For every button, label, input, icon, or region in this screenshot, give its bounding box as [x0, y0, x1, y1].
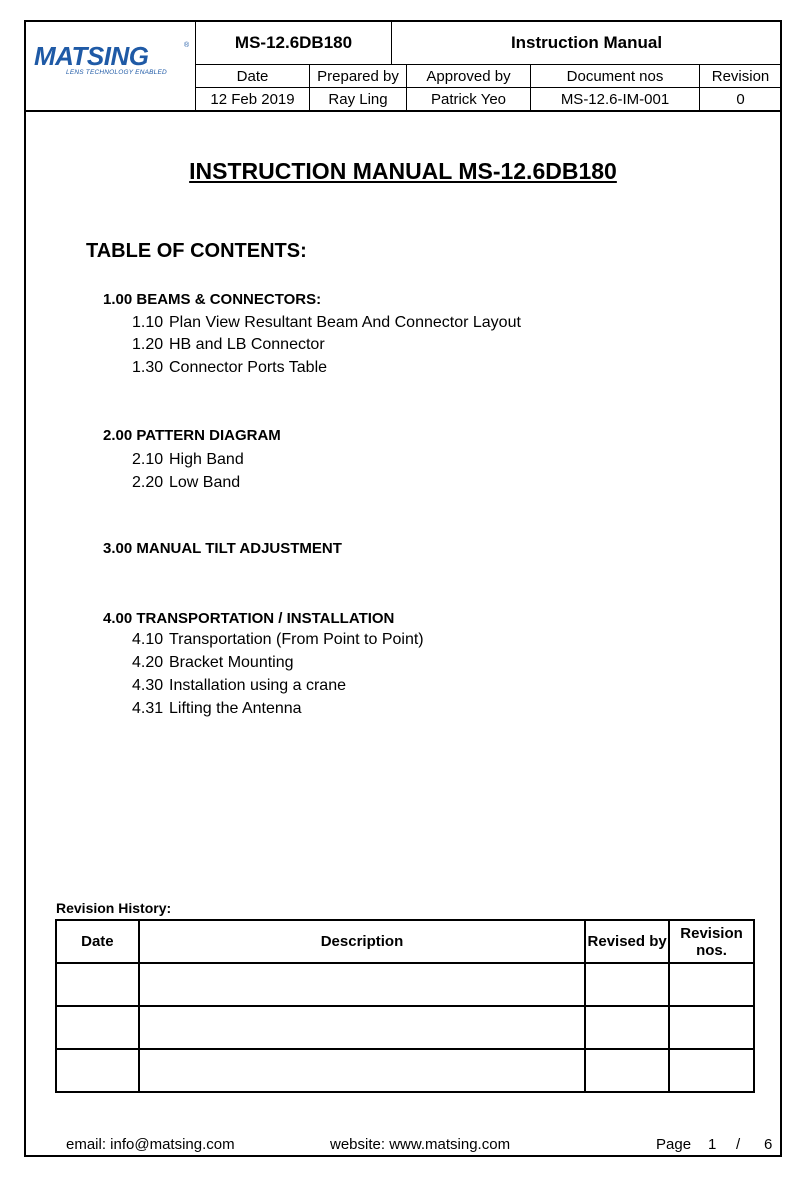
toc-section-4: 4.00 TRANSPORTATION / INSTALLATION	[103, 610, 395, 627]
table-row	[56, 963, 754, 1006]
toc-item-number: 1.30	[132, 359, 164, 376]
toc-item-4-30	[132, 677, 346, 695]
table-cell	[56, 1006, 139, 1049]
toc-section-3: 3.00 MANUAL TILT ADJUSTMENT	[103, 540, 342, 557]
toc-item-number: 1.20	[132, 336, 164, 353]
approved-by-column-label: Approved by	[426, 67, 511, 85]
footer-page-separator: /	[736, 1136, 741, 1153]
date-value: 12 Feb 2019	[210, 90, 295, 108]
revision-history-table	[55, 919, 755, 1093]
table-cell	[56, 1049, 139, 1092]
toc-item-text: Low Band	[169, 474, 241, 491]
toc-item-number: 1.10	[132, 314, 164, 331]
matsing-logo	[26, 22, 194, 110]
toc-item-text: Lifting the Antenna	[169, 700, 302, 717]
toc-item-text: HB and LB Connector	[169, 336, 325, 353]
page-footer	[26, 1136, 780, 1156]
toc-item-number: 4.30	[132, 677, 164, 694]
revision-column-label: Revision	[711, 67, 770, 85]
table-row	[56, 1006, 754, 1049]
logo-registered-mark: ®	[184, 42, 190, 49]
table-cell	[669, 1049, 754, 1092]
toc-item-number: 4.20	[132, 654, 164, 671]
rev-revision-nos-line1: Revision	[680, 924, 743, 942]
table-header-row	[56, 920, 754, 963]
table-cell	[585, 1049, 669, 1092]
logo-tagline: LENS TECHNOLOGY ENABLED	[66, 69, 167, 76]
rev-revision-nos-line2: nos.	[696, 941, 727, 959]
toc-item-2-20	[132, 474, 240, 492]
table-cell	[585, 1006, 669, 1049]
footer-page-total: 6	[764, 1136, 773, 1153]
footer-page-number: 1	[708, 1136, 717, 1153]
toc-item-1-30	[132, 359, 327, 377]
date-column-label: Date	[236, 67, 269, 85]
footer-page-label: Page	[656, 1136, 692, 1153]
page-frame	[24, 20, 782, 1157]
toc-item-text: Plan View Resultant Beam And Connector Layout	[169, 314, 521, 331]
page-title: INSTRUCTION MANUAL MS-12.6DB180	[189, 158, 617, 184]
toc-item-4-10	[132, 631, 424, 649]
toc-item-number: 2.20	[132, 474, 164, 491]
footer-website: website: www.matsing.com	[330, 1136, 511, 1153]
toc-item-1-20	[132, 336, 325, 354]
document-nos-value: MS-12.6-IM-001	[560, 90, 670, 108]
header-info-grid	[195, 22, 781, 110]
footer-email: email: info@matsing.com	[66, 1136, 235, 1153]
revision-value: 0	[736, 90, 745, 108]
document-header	[26, 22, 780, 112]
table-cell	[585, 963, 669, 1006]
toc-item-number: 4.31	[132, 700, 164, 717]
revision-history-label: Revision History:	[56, 900, 172, 916]
model-number: MS-12.6DB180	[234, 33, 353, 52]
table-cell	[669, 1006, 754, 1049]
prepared-by-column-label: Prepared by	[317, 67, 399, 85]
toc-item-1-10	[132, 314, 521, 332]
logo-wordmark: MATSING	[34, 41, 149, 71]
table-cell	[139, 963, 585, 1006]
document-nos-column-label: Document nos	[566, 67, 664, 85]
toc-section-2: 2.00 PATTERN DIAGRAM	[103, 427, 281, 444]
toc-item-4-31	[132, 700, 302, 718]
toc-section-1: 1.00 BEAMS & CONNECTORS:	[103, 291, 322, 308]
approved-by-value: Patrick Yeo	[430, 90, 507, 108]
prepared-by-value: Ray Ling	[328, 90, 388, 108]
toc-item-text: Connector Ports Table	[169, 359, 328, 376]
toc-item-number: 2.10	[132, 451, 164, 468]
rev-revised-by-header: Revised by	[585, 920, 669, 963]
table-cell	[139, 1049, 585, 1092]
toc-item-number: 4.10	[132, 631, 164, 648]
table-cell	[139, 1006, 585, 1049]
toc-item-text: Transportation (From Point to Point)	[169, 631, 424, 648]
toc-item-4-20	[132, 654, 294, 672]
rev-revision-nos-header	[669, 920, 754, 963]
toc-item-text: High Band	[169, 451, 244, 468]
toc-item-2-10	[132, 451, 244, 469]
table-row	[56, 1049, 754, 1092]
rev-description-header: Description	[139, 920, 585, 963]
table-cell	[56, 963, 139, 1006]
table-cell	[669, 963, 754, 1006]
document-type: Instruction Manual	[510, 33, 663, 52]
toc-item-text: Installation using a crane	[169, 677, 346, 694]
toc-item-text: Bracket Mounting	[169, 654, 294, 671]
toc-heading: TABLE OF CONTENTS:	[86, 240, 307, 262]
rev-date-header: Date	[56, 920, 139, 963]
